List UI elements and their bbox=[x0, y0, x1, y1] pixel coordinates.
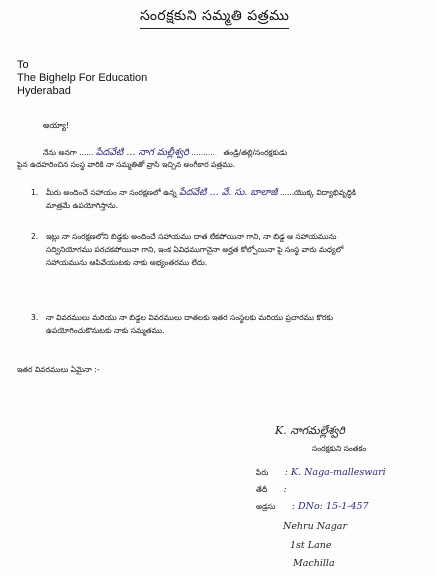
child-name-handwritten: పేదవేటి ... వే. సు. బాలాజీ bbox=[178, 187, 278, 198]
guardian-signature: K. నాగమల్లేశ్వరి bbox=[275, 424, 345, 437]
clause-line: సహాయమును ఆపివేయుటకు నాకు అభ్యంతరము లేదు. bbox=[46, 258, 208, 267]
clause-line: సద్వినియోగము పరచకపోయినా గాని, ఇంక ఏవిధముగానైనా అర్హత కోల్పోయినా పై సంస్థ వారు మధ్యలో bbox=[46, 245, 344, 254]
clause-number: 1. bbox=[31, 188, 39, 197]
guardian-name-handwritten: పేదవేటి ... నాగ మల్లీశ్వరి bbox=[95, 147, 189, 158]
clause-line: నా వివరములు మరియు నా బిడ్డల వివరములు దాతలకు ఇతర సంస్థలకు మరియు ప్రచారము కొరకు bbox=[46, 313, 333, 322]
recipient-city: Hyderabad bbox=[17, 85, 71, 97]
intro-line-2: పైన ఉదహరించిన సంస్థ వారికి నా సమ్మతితో వ్రాసి ఇచ్చిన అంగీకార పత్రము. bbox=[17, 160, 236, 169]
clause-line: ఉపయోగించుకొనుటకు నాకు సమ్మతము. bbox=[46, 326, 165, 335]
address-field bbox=[256, 501, 369, 513]
recipient-block bbox=[17, 59, 147, 98]
address-label: అడ్రసు bbox=[256, 502, 276, 511]
date-value: : bbox=[283, 484, 287, 495]
clause-1-suffix: ......యొక్క విద్యాభివృద్ధికి bbox=[279, 188, 356, 197]
intro-dots: .......... bbox=[191, 148, 216, 157]
date-field bbox=[256, 484, 287, 496]
name-label: పేరు bbox=[256, 468, 269, 477]
intro-line-1 bbox=[43, 147, 287, 160]
clause-line bbox=[46, 186, 426, 199]
address-line-2: 1st Lane bbox=[290, 540, 332, 551]
name-value: : K. Naga-malleswari bbox=[284, 467, 386, 478]
clause-line: ఇట్లు నా సంరక్షణలోని బిడ్డకు అందించే సహాయము దాత లేకపోయినా గాని, నా బిడ్డ ఆ సహాయమును bbox=[46, 232, 337, 241]
clause-number: 3. bbox=[31, 313, 39, 322]
clause-number: 2. bbox=[31, 232, 39, 241]
recipient-org: The Bighelp For Education bbox=[17, 72, 148, 84]
intro-prefix: నేను అనగా ...... bbox=[43, 148, 94, 157]
address-line-3: Machilla bbox=[293, 558, 335, 569]
address-line-1: Nehru Nagar bbox=[283, 521, 347, 532]
clause-line: మాత్రమే ఉపయోగిస్తాను. bbox=[46, 201, 118, 210]
letter-title: సంరక్షకుని సమ్మతి పత్రము bbox=[140, 8, 289, 29]
clause-1-prefix: మీరు అందించే సహాయం నా సంరక్షణలో ఉన్న bbox=[46, 188, 177, 197]
intro-suffix: తండ్రి/తల్లి/సంరక్షకుడు bbox=[223, 148, 288, 157]
signature-label: సంరక్షకుని సంతకం bbox=[312, 444, 367, 453]
date-label: తేదీ bbox=[256, 485, 268, 494]
recipient-to: To bbox=[17, 59, 29, 71]
address-value: : DNo: 15-1-457 bbox=[291, 501, 369, 512]
other-details-label: ఇతర వివరములు ఏమైనా :- bbox=[17, 365, 100, 374]
salutation: అయ్యా! bbox=[43, 121, 70, 130]
name-field bbox=[256, 467, 386, 479]
